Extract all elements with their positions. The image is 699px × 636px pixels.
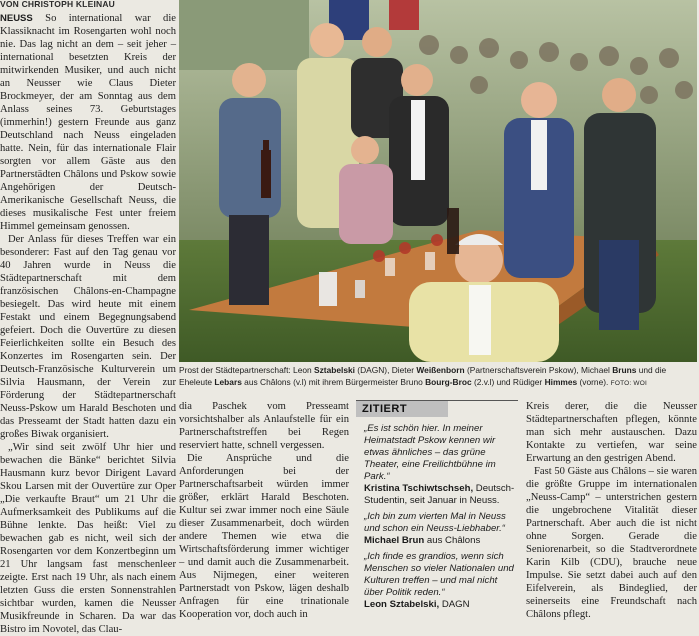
caption-name: Bourg-Broc (425, 377, 472, 387)
quote-attribution (364, 599, 518, 611)
article-paragraph: „Wir sind seit zwölf Uhr hier und bewachen die Bänke“ berichtet Silvia Hausmann kurz bevor Dirigent Lavard Skou Larsen mit der Ouvertüre zur Oper „Die verkaufte Braut“ um 21 Uhr die Aufmerksamkeit des Publikums auf die Bühne lenkte. Das heißt: Viel zu bewachen gab es nicht, weil sich der Rosengarten vor dem Konzertbeginn um 21 Uhr langsam fast menschenleer zeigte. Erst nach 19 Uhr, als nach einem letzten Guss die ersten Sonnenstrahlen sichtbar wurden, kamen die Neusser Musikfreunde in Scharen. Da war das Bistro im Novotel, das Clau- (0, 442, 176, 635)
caption-name: Himmes (544, 377, 578, 387)
caption-text: (Partnerschaftsverein Pskow), Michael (464, 365, 613, 375)
article-paragraph (0, 12, 176, 233)
quote-role: DAGN (441, 599, 470, 610)
quote-text: „Ich bin zum vierten Mal in Neuss und schon ein Neuss-Liebhaber.“ (364, 511, 506, 534)
article-paragraph: Die Ansprüche und die Anforderungen bei der Partnerschaftsarbeit würden immer größer, erklärt Harald Beschoten. Kultur sei zwar immer noch eine Säule dieser Zusammenarbeit, doch würden andere Themen wie etwa die Wirtschaftsförderung immer wichtiger – und damit auch die Zusammenarbeit. Aus Nijmegen, einer weiteren Partnerstadt von Pskow, lägen deshalb Anfragen für eine trinationale Kooperation vor, doch auch in (179, 453, 349, 620)
quote-text: „Es ist schön hier. In meiner Heimatstadt Pskow kennen wir etwas ähnliches – das grüne Theater, eine Freilichtbühne im Park.“ (364, 423, 496, 482)
caption-name: Weißenborn (416, 365, 465, 375)
quote-attribution (364, 535, 518, 547)
dateline: NEUSS (0, 13, 33, 24)
article-column-left (0, 12, 176, 635)
caption-text: aus Châlons (v.l) mit ihrem Bürgermeister Bruno (241, 377, 426, 387)
paragraph-text: So international war die Klassiknacht im Rosengarten wohl noch nie. Das lag nicht an dem – seit jeher – international besetzten Kreis der mitwirkenden Musiker, und auch nicht an Neusser wie Claus Dieter Brockmeyer, der am Sonntag aus dem Anlass seines 73. Geburtstages (immerhin!) gestern Freunde aus ganz Deutschland nach Neuss eingeladen hatte. Nein, für das internationale Flair sorgten vor allem Gäste aus den Partnerstädten Châlons und Pskow sowie Angehörigen der Deutsch-Amerikanische Gesellschaft Neuss, die dieses musikalische Fest unter freiem Himmel gemeinsam genossen. (0, 13, 176, 232)
quote-text: „Ich finde es grandios, wenn sich Menschen so vieler Nationalen und Kulturen treffen – und mal nicht über Politik reden.“ (364, 551, 514, 598)
caption-name: Sztabelski (314, 365, 355, 375)
article-photo (179, 0, 697, 362)
photo-credit: FOTO: WOI (610, 380, 648, 387)
quote-box (356, 400, 518, 610)
caption-text: (DAGN), Dieter (354, 365, 417, 375)
caption-text: und die Eheleute (179, 365, 667, 387)
byline: VON CHRISTOPH KLEINAU (0, 0, 116, 9)
quote-box-heading: ZITIERT (356, 401, 448, 417)
quote-author: Kristina Tschiwtschseh, (364, 483, 474, 494)
quote-role: aus Châlons (426, 535, 481, 546)
photo-caption (179, 364, 697, 392)
quote-author: Leon Sztabelski, (364, 599, 440, 610)
article-paragraph: dia Paschek vom Presseamt vorsichtshalber als Anlaufstelle für ein Partnerschaftstreffen bei Regen reserviert hatte, schnell vergessen. (179, 401, 349, 451)
article-column-right (526, 400, 697, 620)
article-paragraph: Der Anlass für dieses Treffen war ein besonderer: Fast auf den Tag genau vor 40 Jahren wurde in Neuss die Städtepartnerschaft mit dem französischen Châlons-en-Champagne besiegelt. Das wird heute mit einem Festakt und einem Begegnungsabend gefeiert. Doch die Ouvertüre zu diesen Feierlichkeiten sollte ein Besuch des Konzertes im Rosengarten sein. Der Deutsch-Französische Kulturverein um Silvia Hausmann, der Verein zur Förderung der Städtepartnerschaft Neuss-Pskow um Harald Beschoten und das Presseamt der Stadt hatten dazu ein großes Biwak organisiert. (0, 234, 176, 440)
photo-illustration (179, 0, 697, 362)
article-paragraph: Fast 50 Gäste aus Châlons – sie waren die größte Gruppe im internationalen „Neuss-Camp“ – unterstrichen gestern die ungebrochene Vitalität dieser Partnerschaft. Aber auch die ist nicht ohne Sorgen. Gerade die Seniorenarbeit, so die Stadtverordnete Karin Kilb (CDU), brauche neue Impulse. Sie setzt dabei auch auf den Eifelverein, als Bindeglied, der seinerseits eine Freundschaft nach Châlons pflegt. (526, 466, 697, 620)
article-paragraph: Kreis derer, die die Neusser Städtepartnerschaften pflegen, könnte man sich mehr austauschen. Dazu Kontakte zu vertiefen, war seine Erwartung an den gestrigen Abend. (526, 401, 697, 464)
caption-text: Prost der Städtepartnerschaft: Leon (179, 365, 315, 375)
quote-attribution (364, 483, 518, 507)
quote-author: Michael Brun (364, 535, 425, 546)
article-column-middle (179, 400, 349, 620)
caption-name: Lebars (214, 377, 242, 387)
caption-text: (vorne). (577, 377, 611, 387)
caption-text: (2.v.l) und Rüdiger (471, 377, 545, 387)
quote-role: Deutsch-Studentin, seit Januar in Neuss. (364, 483, 515, 506)
caption-name: Bruns (612, 365, 637, 375)
